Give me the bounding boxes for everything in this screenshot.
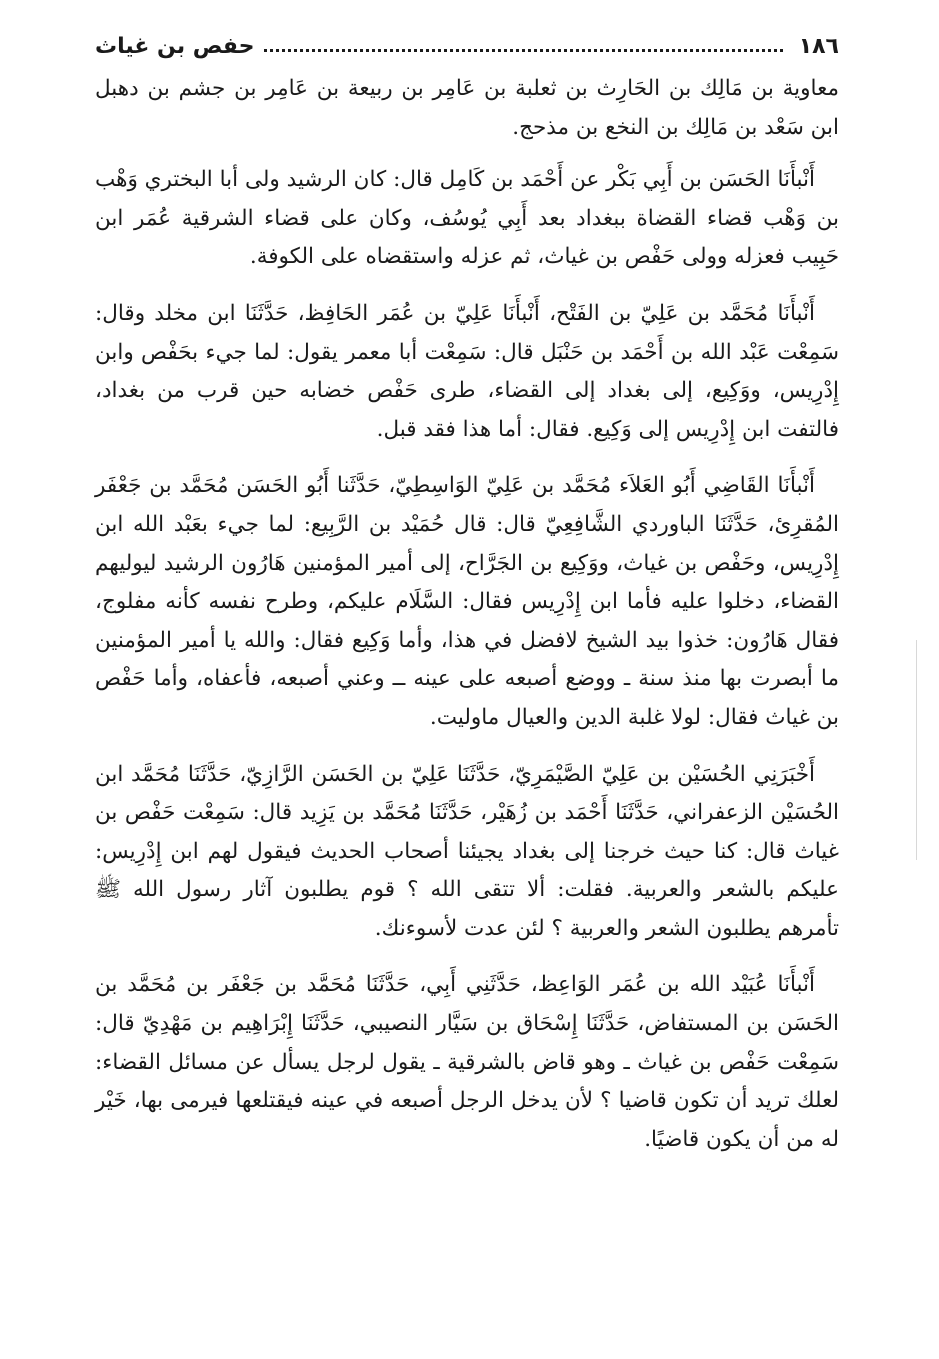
scan-margin-line: [916, 640, 917, 860]
paragraph-4: أَنْبأَنَا القَاضِي أَبُو العَلاَء مُحَمَّد بن عَلِيّ الوَاسِطِيّ، حَدَّثَنا أَبُو الحَسَن مُحَمَّد بن جَعْفَر المُقرِئ، حَدَّثَنَا الباوردي الشَّافِعِيّ قال: قال حُمَيْد بن الرَّبِيع: لما جيء بعَبْد الله ابن إِدْرِيس، وحَفْص بن غياث، ووَكِيع بن الجَرَّاح، إلى أمير المؤمنين هَارُون الرشيد ليوليهم القضاء، دخلوا عليه فأما ابن إِدْرِيس فقال: السَّلَام عليكم، وطرح نفسه كأنه مفلوج، فقال هَارُون: خذوا بيد الشيخ لافضل في هذا، وأما وَكِيع فقال: والله يا أمير المؤمنين ما أبصرت بها منذ سنة ـ ووضع أصبعه على عينه ــ وعني أصبعه، فأعفاه، وأما حَفْص بن غياث فقال: لولا غلبة الدين والعيال ماوليت.: [95, 473, 839, 730]
running-title: حفص بن غياث: [95, 33, 255, 59]
paragraph-1: معاوية بن مَالِك بن الحَارِث بن ثعلبة بن عَامِر بن ربيعة بن عَامِر بن جشم بن دهبل ابن سَعْد بن مَالِك بن النخع بن مذحج.: [95, 76, 839, 140]
paragraph-5: أَخْبَرَنِي الحُسَيْن بن عَلِيّ الصَّيْمَرِيّ، حَدَّثَنَا عَلِيّ بن الحَسَن الرَّازِيّ، حَدَّثَنَا مُحَمَّد ابن الحُسَيْن الزعفراني، حَدَّثَنَا أَحْمَد بن زُهَيْر، حَدَّثَنَا مُحَمَّد بن يَزِيد قال: سَمِعْت حَفْص بن غياث قال: كنا حيث خرجنا إلى بغداد يجيئنا أصحاب الحديث فيقول لهم ابن إِدْرِيس: عليكم بالشعر والعربية. فقلت: ألا تتقى الله ؟ قوم يطلبون آثار رسول الله ﷺ تأمرهم يطلبون الشعر والعربية ؟ لئن عدت لأسوءنك.: [95, 761, 839, 941]
page-number: ١٨٦: [798, 33, 839, 59]
main-text: [95, 70, 839, 1159]
paragraph-3: أَنْبأَنَا مُحَمَّد بن عَلِيّ بن الفَتْح، أَنْبأَنَا عَلِيّ بن عُمَر الحَافِظ، حَدَّثَنَا ابن مخلد وقال: سَمِعْت عَبْد الله بن أَحْمَد بن حَنْبَل قال: سَمِعْت أبا معمر يقول: لما جيء بحَفْص وابن إِدْرِيس، ووَكِيع، إلى بغداد إلى القضاء، طرى حَفْص خضابه حين قرب من بغداد، فالتفت ابن إِدْرِيس إلى وَكِيع. فقال: أما هذا فقد قبل.: [95, 300, 839, 442]
page-header: [95, 28, 839, 64]
header-dot-leader: [264, 49, 782, 52]
paragraph-2: أَنْبأَنَا الحَسَن بن أَبِي بَكْر عن أَحْمَد بن كَامِل قال: كان الرشيد ولى أبا البختري وَهْب بن وَهْب قضاء القضاة ببغداد بعد أَبِي يُوسُف، وكان على قضاء الشرقية عُمَر ابن حَبِيب فعزله وولى حَفْص بن غياث، ثم عزله واستقضاه على الكوفة.: [95, 167, 839, 270]
paragraph-6: أَنْبأَنَا عُبَيْد الله بن عُمَر الوَاعِظ، حَدَّثَنِي أَبِي، حَدَّثَنَا مُحَمَّد بن جَعْفَر بن مُحَمَّد بن الحَسَن بن المستفاض، حَدَّثَنَا إِسْحَاق بن سَيَّار النصيبي، حَدَّثَنَا إِبْرَاهِيم بن مَهْدِيّ قال: سَمِعْت حَفْص بن غياث ـ وهو قاض بالشرقية ـ يقول لرجل يسأل عن مسائل القضاء: لعلك تريد أن تكون قاضيا ؟ لأن يدخل الرجل أصبعه في عينه فيقتلعها فيرمى بها، خَيْر له من أن يكون قاضيًا.: [95, 972, 839, 1152]
